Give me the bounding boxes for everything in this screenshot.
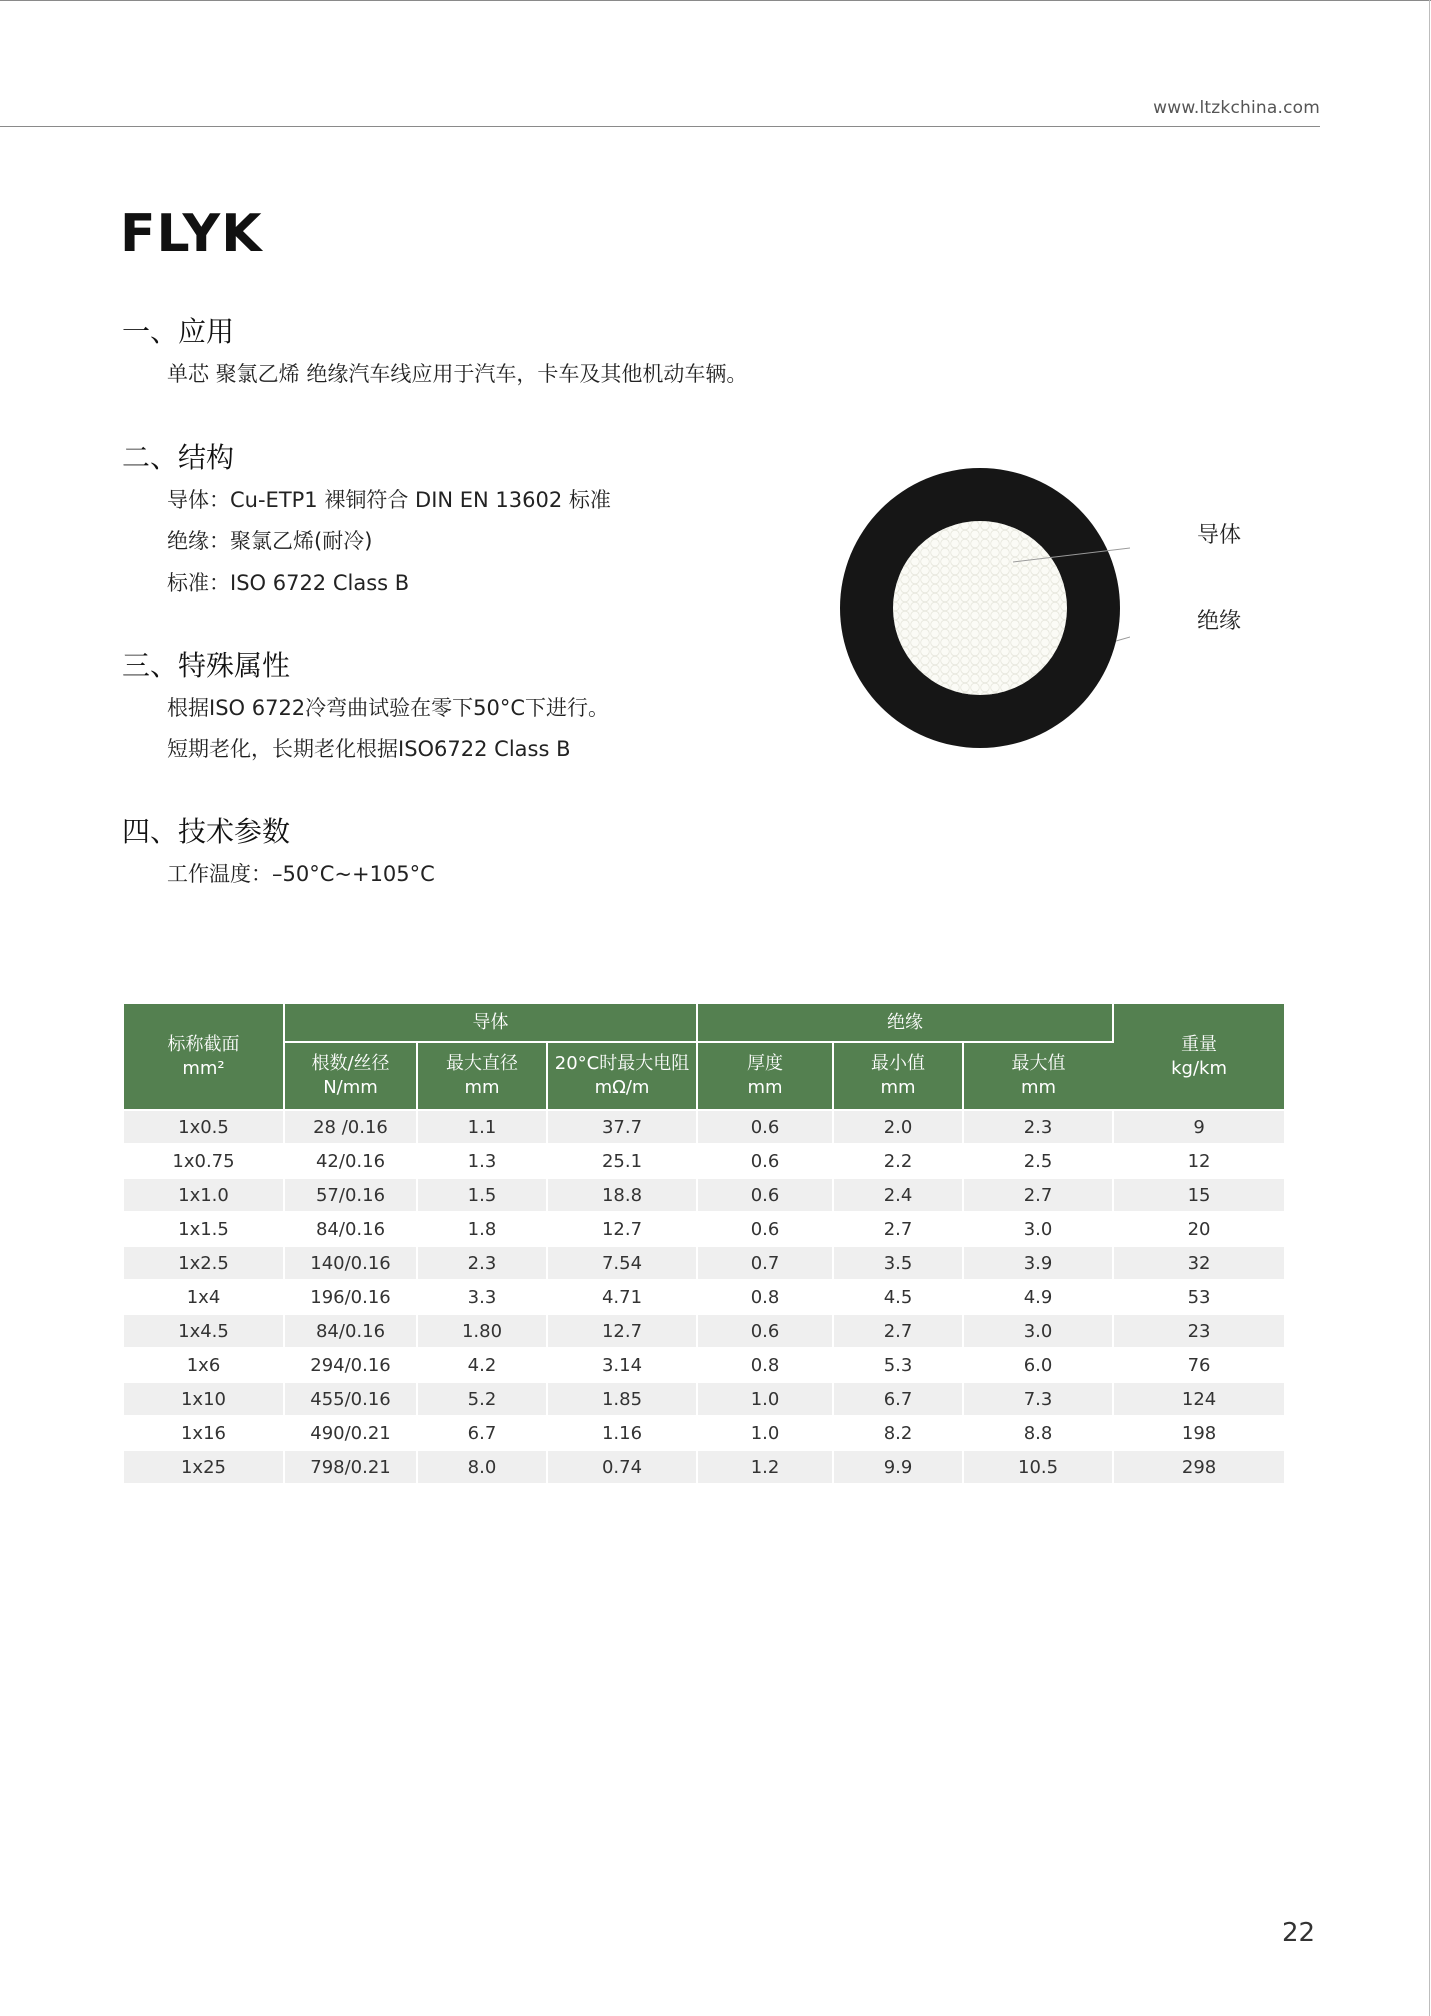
table-cell: 1x1.0	[124, 1178, 284, 1212]
page-top-border	[0, 0, 1431, 1]
header-max-diameter: 最大直径 mm	[417, 1042, 547, 1110]
table-cell: 3.9	[963, 1246, 1113, 1280]
table-cell: 9	[1113, 1110, 1284, 1144]
section-structure	[122, 436, 611, 595]
table-row	[124, 1178, 1284, 1212]
diagram-label-insulation: 绝缘	[1197, 609, 1242, 634]
table-row	[124, 1212, 1284, 1246]
table-cell: 1x1.5	[124, 1212, 284, 1246]
table-cell: 3.0	[963, 1212, 1113, 1246]
table-cell: 196/0.16	[284, 1280, 417, 1314]
header-max-value: 最大值 mm	[963, 1042, 1113, 1110]
section-heading: 二、结构	[122, 441, 235, 474]
table-cell: 198	[1113, 1416, 1284, 1450]
site-url: www.ltzkchina.com	[1153, 98, 1320, 118]
table-cell: 2.7	[833, 1314, 963, 1348]
section-text: 单芯 聚氯乙烯 绝缘汽车线应用于汽车，卡车及其他机动车辆。	[167, 362, 748, 386]
table-cell: 2.7	[833, 1212, 963, 1246]
table-cell: 4.5	[833, 1280, 963, 1314]
table-row	[124, 1110, 1284, 1144]
table-row	[124, 1416, 1284, 1450]
table-cell: 3.3	[417, 1280, 547, 1314]
cable-cross-section-diagram	[830, 458, 1130, 758]
table-cell: 8.0	[417, 1450, 547, 1484]
table-cell: 37.7	[547, 1110, 697, 1144]
table-cell: 15	[1113, 1178, 1284, 1212]
section-heading: 三、特殊属性	[122, 649, 291, 682]
page-title: FLYK	[120, 204, 263, 264]
header-nominal-section: 标称截面 mm²	[124, 1004, 284, 1110]
table-cell: 1x4	[124, 1280, 284, 1314]
table-cell: 1x0.5	[124, 1110, 284, 1144]
section-text: 短期老化，长期老化根据ISO6722 Class B	[167, 737, 571, 761]
section-application	[122, 310, 748, 386]
table-cell: 28 /0.16	[284, 1110, 417, 1144]
table-cell: 25.1	[547, 1144, 697, 1178]
table-cell: 2.7	[963, 1178, 1113, 1212]
table-cell: 76	[1113, 1348, 1284, 1382]
table-cell: 7.54	[547, 1246, 697, 1280]
header-divider	[0, 126, 1320, 127]
spec-table-body	[124, 1110, 1284, 1484]
table-cell: 5.2	[417, 1382, 547, 1416]
table-cell: 0.6	[697, 1212, 833, 1246]
table-cell: 84/0.16	[284, 1212, 417, 1246]
table-cell: 8.2	[833, 1416, 963, 1450]
table-cell: 3.14	[547, 1348, 697, 1382]
table-cell: 9.9	[833, 1450, 963, 1484]
table-cell: 10.5	[963, 1450, 1113, 1484]
table-row	[124, 1246, 1284, 1280]
page-number: 22	[1282, 1918, 1316, 1948]
table-cell: 1x6	[124, 1348, 284, 1382]
table-row	[124, 1382, 1284, 1416]
table-cell: 12.7	[547, 1212, 697, 1246]
table-cell: 4.9	[963, 1280, 1113, 1314]
table-cell: 0.8	[697, 1348, 833, 1382]
table-cell: 0.6	[697, 1178, 833, 1212]
table-cell: 3.5	[833, 1246, 963, 1280]
header-weight: 重量 kg/km	[1113, 1004, 1284, 1110]
table-cell: 3.0	[963, 1314, 1113, 1348]
table-cell: 1x16	[124, 1416, 284, 1450]
table-cell: 2.5	[963, 1144, 1113, 1178]
table-cell: 18.8	[547, 1178, 697, 1212]
table-cell: 7.3	[963, 1382, 1113, 1416]
section-heading: 四、技术参数	[122, 815, 291, 848]
table-row	[124, 1450, 1284, 1484]
section-text: 工作温度：–50°C~+105°C	[167, 862, 435, 886]
table-cell: 798/0.21	[284, 1450, 417, 1484]
table-cell: 2.3	[417, 1246, 547, 1280]
table-cell: 124	[1113, 1382, 1284, 1416]
table-row	[124, 1348, 1284, 1382]
table-cell: 1.0	[697, 1416, 833, 1450]
table-cell: 298	[1113, 1450, 1284, 1484]
header-min-value: 最小值 mm	[833, 1042, 963, 1110]
table-cell: 1.0	[697, 1382, 833, 1416]
table-cell: 1.1	[417, 1110, 547, 1144]
table-cell: 2.0	[833, 1110, 963, 1144]
section-heading: 一、应用	[122, 315, 235, 348]
table-row	[124, 1144, 1284, 1178]
table-cell: 23	[1113, 1314, 1284, 1348]
header-strands: 根数/丝径 N/mm	[284, 1042, 417, 1110]
section-text: 绝缘：聚氯乙烯(耐冷)	[167, 529, 373, 553]
table-cell: 2.2	[833, 1144, 963, 1178]
table-cell: 1.5	[417, 1178, 547, 1212]
table-cell: 6.0	[963, 1348, 1113, 1382]
table-cell: 2.4	[833, 1178, 963, 1212]
table-cell: 6.7	[833, 1382, 963, 1416]
header-insulation-group: 绝缘	[697, 1004, 1113, 1042]
table-cell: 4.71	[547, 1280, 697, 1314]
table-cell: 0.8	[697, 1280, 833, 1314]
section-text: 根据ISO 6722冷弯曲试验在零下50°C下进行。	[167, 696, 610, 720]
table-cell: 0.6	[697, 1144, 833, 1178]
spec-table	[124, 1004, 1284, 1485]
table-cell: 6.7	[417, 1416, 547, 1450]
table-cell: 12.7	[547, 1314, 697, 1348]
table-cell: 1x4.5	[124, 1314, 284, 1348]
table-cell: 5.3	[833, 1348, 963, 1382]
table-cell: 0.6	[697, 1314, 833, 1348]
header-thickness: 厚度 mm	[697, 1042, 833, 1110]
table-cell: 1.8	[417, 1212, 547, 1246]
table-cell: 1x10	[124, 1382, 284, 1416]
section-tech	[122, 810, 435, 886]
table-cell: 0.7	[697, 1246, 833, 1280]
table-cell: 1.3	[417, 1144, 547, 1178]
table-cell: 8.8	[963, 1416, 1113, 1450]
table-cell: 57/0.16	[284, 1178, 417, 1212]
table-cell: 294/0.16	[284, 1348, 417, 1382]
table-cell: 84/0.16	[284, 1314, 417, 1348]
table-cell: 1.80	[417, 1314, 547, 1348]
table-cell: 4.2	[417, 1348, 547, 1382]
table-cell: 32	[1113, 1246, 1284, 1280]
table-cell: 20	[1113, 1212, 1284, 1246]
table-cell: 2.3	[963, 1110, 1113, 1144]
table-cell: 1x2.5	[124, 1246, 284, 1280]
section-text: 标准：ISO 6722 Class B	[167, 571, 410, 595]
table-cell: 0.6	[697, 1110, 833, 1144]
table-cell: 140/0.16	[284, 1246, 417, 1280]
table-row	[124, 1280, 1284, 1314]
table-cell: 53	[1113, 1280, 1284, 1314]
table-cell: 1.2	[697, 1450, 833, 1484]
table-cell: 12	[1113, 1144, 1284, 1178]
table-cell: 455/0.16	[284, 1382, 417, 1416]
section-properties	[122, 644, 610, 761]
page-right-border	[1429, 0, 1430, 2016]
table-row	[124, 1314, 1284, 1348]
diagram-label-conductor: 导体	[1197, 523, 1242, 548]
table-cell: 1x25	[124, 1450, 284, 1484]
section-text: 导体：Cu-ETP1 裸铜符合 DIN EN 13602 标准	[167, 488, 611, 512]
table-cell: 0.74	[547, 1450, 697, 1484]
table-cell: 1x0.75	[124, 1144, 284, 1178]
table-cell: 1.16	[547, 1416, 697, 1450]
table-cell: 42/0.16	[284, 1144, 417, 1178]
header-max-resistance: 20°C时最大电阻 mΩ/m	[547, 1042, 697, 1110]
header-conductor-group: 导体	[284, 1004, 697, 1042]
table-cell: 490/0.21	[284, 1416, 417, 1450]
table-cell: 1.85	[547, 1382, 697, 1416]
